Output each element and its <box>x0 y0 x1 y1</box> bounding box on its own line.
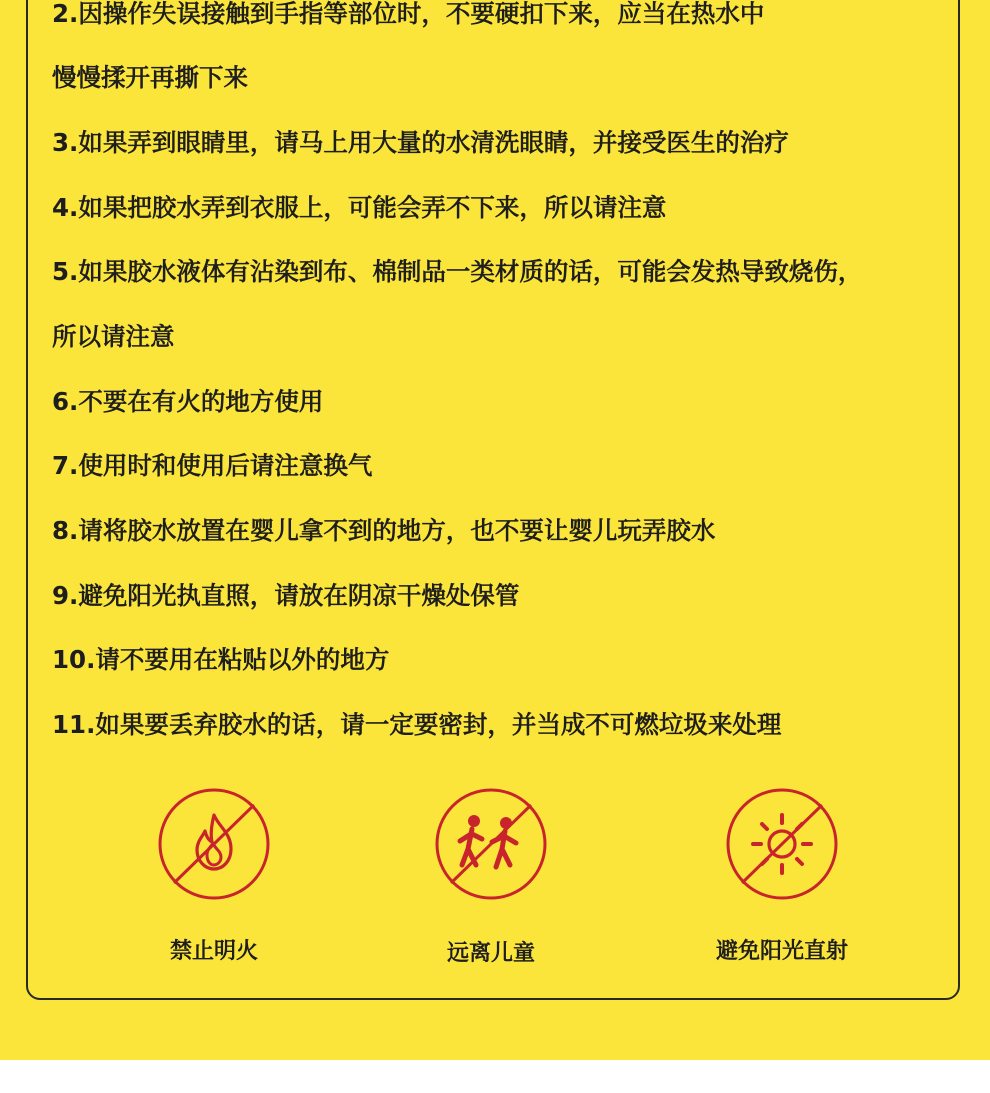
no-fire-label: 禁止明火 <box>169 939 258 964</box>
avoid-sunlight-label: 避免阳光直射 <box>715 939 848 964</box>
notice-line-3: 3.如果弄到眼睛里，请马上用大量的水清洗眼睛，并接受医生的治疗 <box>52 128 789 157</box>
notice-line-2-cont: 慢慢揉开再撕下来 <box>52 63 248 92</box>
keep-away-children-icon <box>434 787 548 901</box>
notice-line-5: 5.如果胶水液体有沾染到布、棉制品一类材质的话，可能会发热导致烧伤， <box>52 257 863 286</box>
notice-line-4: 4.如果把胶水弄到衣服上，可能会弄不下来，所以请注意 <box>52 193 667 222</box>
notice-line-6: 6.不要在有火的地方使用 <box>52 387 324 416</box>
no-fire-icon <box>157 787 271 901</box>
notice-line-8: 8.请将胶水放置在婴儿拿不到的地方，也不要让婴儿玩弄胶水 <box>52 516 716 545</box>
avoid-sunlight-icon <box>725 787 839 901</box>
notice-line-5-cont: 所以请注意 <box>52 322 175 351</box>
notice-line-11: 11.如果要丢弃胶水的话，请一定要密封，并当成不可燃垃圾来处理 <box>52 710 782 739</box>
notice-line-2: 2.因操作失误接触到手指等部位时，不要硬扣下来，应当在热水中 <box>52 0 765 28</box>
notice-line-9: 9.避免阳光执直照，请放在阴凉干燥处保管 <box>52 581 520 610</box>
notice-line-7: 7.使用时和使用后请注意换气 <box>52 451 373 480</box>
keep-away-children-label: 远离儿童 <box>446 941 535 966</box>
notice-line-10: 10.请不要用在粘贴以外的地方 <box>52 645 390 674</box>
